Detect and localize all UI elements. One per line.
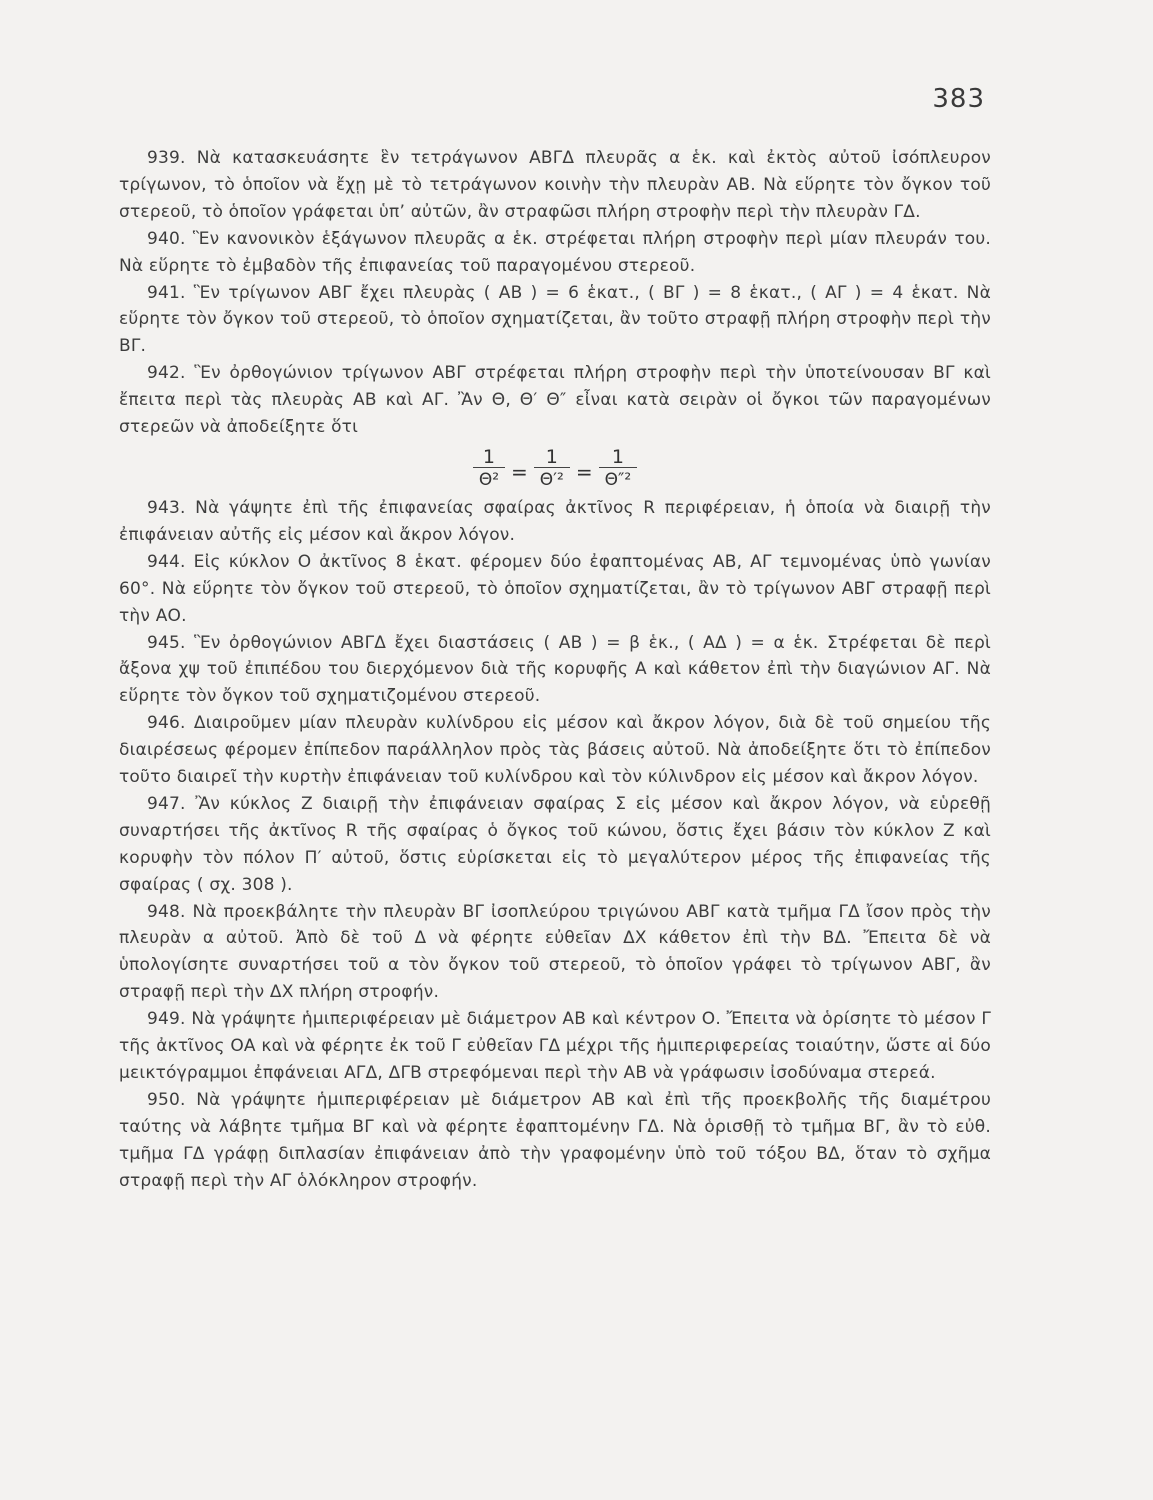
- equals-sign: =: [575, 459, 593, 484]
- fraction-2-denominator: Θ′²: [534, 467, 570, 491]
- fraction-2: [534, 447, 570, 491]
- fraction-1: [473, 447, 505, 491]
- volume-formula: [119, 443, 991, 495]
- fraction-3: [599, 447, 638, 491]
- exercise-949: 949. Νὰ γράψητε ἡμιπεριφέρειαν μὲ διάμετρον ΑΒ καὶ κέντρον Ο. Ἔπειτα νὰ ὁρίσητε τὸ μέσον Γ τῆς ἀκτῖνος ΟΑ καὶ νὰ φέρητε ἐκ τοῦ Γ εὐθεῖαν ΓΔ μέχρι τῆς ἡμιπεριφερείας τοιαύτην, ὥστε αἱ δύο μεικτόγραμμοι ἐπφάνειαι ΑΓΔ, ΔΓΒ στρεφόμεναι περὶ τὴν ΑΒ νὰ γράφωσιν ἰσοδύναμα στερεά.: [119, 1009, 991, 1083]
- exercise-945: 945. Ἓν ὀρθογώνιον ΑΒΓΔ ἔχει διαστάσεις ( ΑΒ ) = β ἑκ., ( ΑΔ ) = α ἑκ. Στρέφεται δὲ περὶ ἄξονα χψ τοῦ ἐπιπέδου του διερχόμενον διὰ τῆς κορυφῆς Α καὶ κάθετον ἐπὶ τὴν διαγώνιον ΑΓ. Νὰ εὕρητε τὸν ὄγκον τοῦ σχηματιζομένου στερεοῦ.: [119, 632, 991, 707]
- exercise-942: 942. Ἓν ὀρθογώνιον τρίγωνον ΑΒΓ στρέφεται πλήρη στροφὴν περὶ τὴν ὑποτείνουσαν ΒΓ καὶ ἔπειτα περὶ τὰς πλευρὰς ΑΒ καὶ ΑΓ. Ἂν Θ, Θ′ Θ″ εἶναι κατὰ σειρὰν οἱ ὄγκοι τῶν παραγομένων στερεῶν νὰ ἀποδείξητε ὅτι: [119, 363, 991, 438]
- exercise-941: 941. Ἓν τρίγωνον ΑΒΓ ἔχει πλευρὰς ( ΑΒ ) = 6 ἑκατ., ( ΒΓ ) = 8 ἑκατ., ( ΑΓ ) = 4 ἑκατ. Νὰ εὕρητε τὸν ὄγκον τοῦ στερεοῦ, τὸ ὁποῖον σχηματίζεται, ἂν τοῦτο στραφῇ πλήρη στροφὴν περὶ τὴν ΒΓ.: [119, 282, 991, 357]
- exercise-943: 943. Νὰ γάψητε ἐπὶ τῆς ἐπιφανείας σφαίρας ἀκτῖνος R περιφέρειαν, ἡ ὁποία νὰ διαιρῇ τὴν ἐπιφάνειαν αὐτῆς εἰς μέσον καὶ ἄκρον λόγον.: [119, 497, 991, 545]
- exercise-939: 939. Νὰ κατασκευάσητε ἓν τετράγωνον ΑΒΓΔ πλευρᾶς α ἑκ. καὶ ἐκτὸς αὐτοῦ ἰσόπλευρον τρίγωνον, τὸ ὁποῖον νὰ ἔχῃ μὲ τὸ τετράγωνον κοινὴν τὴν πλευρὰν ΑΒ. Νὰ εὕρητε τὸν ὄγκον τοῦ στερεοῦ, τὸ ὁποῖον γράφεται ὑπ’ αὐτῶν, ἂν στραφῶσι πλήρη στροφὴν περὶ τὴν πλευρὰν ΓΔ.: [119, 148, 991, 222]
- fraction-1-denominator: Θ²: [473, 467, 505, 491]
- fraction-2-numerator: 1: [545, 445, 558, 468]
- exercise-948: 948. Νὰ προεκβάλητε τὴν πλευρὰν ΒΓ ἰσοπλεύρου τριγώνου ΑΒΓ κατὰ τμῆμα ΓΔ ἴσον πρὸς τὴν πλευρὰν α αὐτοῦ. Ἀπὸ δὲ τοῦ Δ νὰ φέρητε εὐθεῖαν ΔΧ κάθετον ἐπὶ τὴν ΒΔ. Ἔπειτα δὲ νὰ ὑπολογίσητε συναρτήσει τοῦ α τὸν ὄγκον τοῦ στερεοῦ, τὸ ὁποῖον γράφει τὸ τρίγωνον ΑΒΓ, ἂν στραφῇ περὶ τὴν ΔΧ πλήρη στροφήν.: [119, 901, 991, 1003]
- fraction-3-denominator: Θ″²: [599, 467, 638, 491]
- fraction-3-numerator: 1: [611, 445, 624, 468]
- page-body: [119, 145, 991, 1195]
- fraction-1-numerator: 1: [482, 445, 495, 468]
- exercise-950: 950. Νὰ γράψητε ἡμιπεριφέρειαν μὲ διάμετρον ΑΒ καὶ ἐπὶ τῆς προεκβολῆς τῆς διαμέτρου ταύτης νὰ λάβητε τμῆμα ΒΓ καὶ νὰ φέρητε ἐφαπτομένην ΓΔ. Νὰ ὁρισθῇ τὸ τμῆμα ΒΓ, ἂν τὸ εὐθ. τμῆμα ΓΔ γράφῃ διπλασίαν ἐπιφάνειαν ἀπὸ τὴν γραφομένην ὑπὸ τοῦ τόξου ΒΔ, ὅταν τὸ σχῆμα στραφῇ περὶ τὴν ΑΓ ὁλόκληρον στροφήν.: [119, 1089, 991, 1191]
- exercise-940: 940. Ἓν κανονικὸν ἑξάγωνον πλευρᾶς α ἑκ. στρέφεται πλήρη στροφὴν περὶ μίαν πλευράν του. Νὰ εὕρητε τὸ ἐμβαδὸν τῆς ἐπιφανείας τοῦ παραγομένου στερεοῦ.: [119, 228, 991, 276]
- exercise-944: 944. Εἰς κύκλον Ο ἀκτῖνος 8 ἑκατ. φέρομεν δύο ἐφαπτομένας ΑΒ, ΑΓ τεμνομένας ὑπὸ γωνίαν 60°. Νὰ εὕρητε τὸν ὄγκον τοῦ στερεοῦ, τὸ ὁποῖον σχηματίζεται, ἂν τὸ τρίγωνον ΑΒΓ στραφῇ περὶ τὴν ΑΟ.: [119, 551, 991, 626]
- equals-sign: =: [511, 459, 528, 484]
- exercise-946: 946. Διαιροῦμεν μίαν πλευρὰν κυλίνδρου εἰς μέσον καὶ ἄκρον λόγον, διὰ δὲ τοῦ σημείου τῆς διαιρέσεως φέρομεν ἐπίπεδον παράλληλον πρὸς τὰς βάσεις αὐτοῦ. Νὰ ἀποδείξητε ὅτι τὸ ἐπίπεδον τοῦτο διαιρεῖ τὴν κυρτὴν ἐπιφάνειαν τοῦ κυλίνδρου καὶ τὸν κύλινδρον εἰς μέσον καὶ ἄκρον λόγον.: [119, 713, 991, 788]
- page-number: 383: [932, 84, 985, 114]
- exercise-947: 947. Ἂν κύκλος Ζ διαιρῇ τὴν ἐπιφάνειαν σφαίρας Σ εἰς μέσον καὶ ἄκρον λόγον, νὰ εὑρεθῇ συναρτήσει τῆς ἀκτῖνος R τῆς σφαίρας ὁ ὄγκος τοῦ κώνου, ὅστις ἔχει βάσιν τὸν κύκλον Ζ καὶ κορυφὴν τὸν πόλον Π′ αὐτοῦ, ὅστις εὑρίσκεται εἰς τὸ μεγαλύτερον μέρος τῆς ἐπιφανείας τῆς σφαίρας ( σχ. 308 ).: [119, 793, 991, 895]
